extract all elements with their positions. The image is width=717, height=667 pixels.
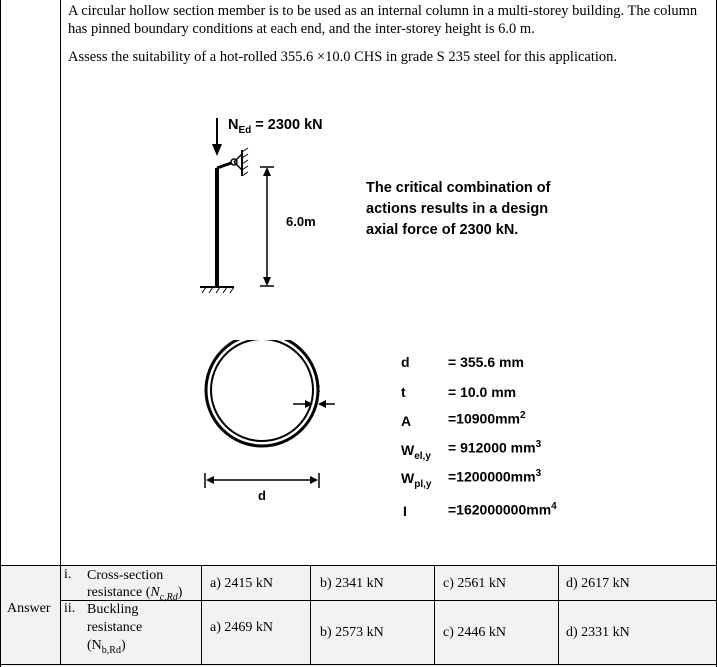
note-line-3: axial force of 2300 kN. (366, 222, 519, 238)
col-divider-5 (558, 566, 559, 665)
part1-number: i. (64, 567, 72, 582)
part1-label-line2: resistance $(N_{c,Rd})$ (87, 585, 183, 603)
part2-label-line1: Buckling (87, 602, 139, 617)
note-line-2: actions results in a design (366, 201, 549, 217)
col-divider-1 (60, 566, 61, 665)
column-diagram (190, 110, 340, 300)
prop-symbol-a: A (401, 413, 412, 429)
chs-section-diagram (195, 340, 345, 500)
col-divider-3 (310, 566, 311, 665)
prop-symbol-t: t (401, 384, 406, 400)
prop-symbol-i: I (403, 503, 407, 519)
part2-label (87, 601, 142, 660)
part2-label-line2: resistance (87, 620, 143, 635)
part1-option-d[interactable]: d) 2617 kN (566, 576, 630, 591)
part2-option-d[interactable]: d) 2331 kN (566, 625, 630, 640)
force-label: $N_{Ed} = 2300$ kN (228, 117, 323, 136)
height-label: 6.0m (286, 214, 316, 229)
prop-value-a: $=10900mm^2$ (448, 410, 526, 427)
answer-label: Answer (7, 601, 51, 616)
prop-value-d: = 355.6 mm (448, 354, 524, 370)
table-inner-divider (60, 0, 61, 566)
prop-value-i: $=162000000mm^4$ (448, 501, 557, 518)
prop-value-wpl: $=1200000mm^3$ (448, 468, 542, 485)
part1-option-c[interactable]: c) 2561 kN (443, 576, 506, 591)
diameter-label: d (258, 488, 266, 503)
part2-option-c[interactable]: c) 2446 kN (443, 625, 506, 640)
thickness-label: t (316, 381, 320, 395)
part2-number: ii. (64, 601, 76, 616)
row-divider-top (0, 565, 717, 566)
part2-option-b[interactable]: b) 2573 kN (320, 625, 384, 640)
col-divider-4 (434, 566, 435, 665)
prop-symbol-wel: $W_{el,y}$ (401, 442, 431, 462)
part1-option-a[interactable]: a) 2415 kN (210, 576, 273, 591)
prop-symbol-wpl: $W_{pl,y}$ (401, 470, 432, 490)
row-divider-bottom (0, 664, 717, 665)
question-line-2: has pinned boundary conditions at each end, and the inter-storey height is 6.0 m. (68, 21, 535, 37)
part1-option-b[interactable]: b) 2341 kN (320, 576, 384, 591)
note-line-1: The critical combination of (366, 180, 551, 196)
table-border-left (0, 0, 1, 667)
prop-value-t: = 10.0 mm (448, 384, 517, 400)
question-line-3: Assess the suitability of a hot-rolled 355.6 ×10.0 CHS in grade S 235 steel for this application. (68, 49, 618, 65)
part1-label-line1: Cross-section (87, 568, 164, 583)
part2-option-a[interactable]: a) 2469 kN (210, 620, 273, 635)
question-line-1: A circular hollow section member is to be used as an internal column in a multi-storey building. The column (68, 3, 698, 19)
part1-label (87, 567, 182, 606)
prop-value-wel: = 912000 $mm^3$ (448, 439, 542, 456)
part2-label-line3: $(N_{b,Rd})$ (87, 638, 126, 656)
col-divider-2 (201, 566, 202, 665)
prop-symbol-d: d (401, 354, 410, 370)
